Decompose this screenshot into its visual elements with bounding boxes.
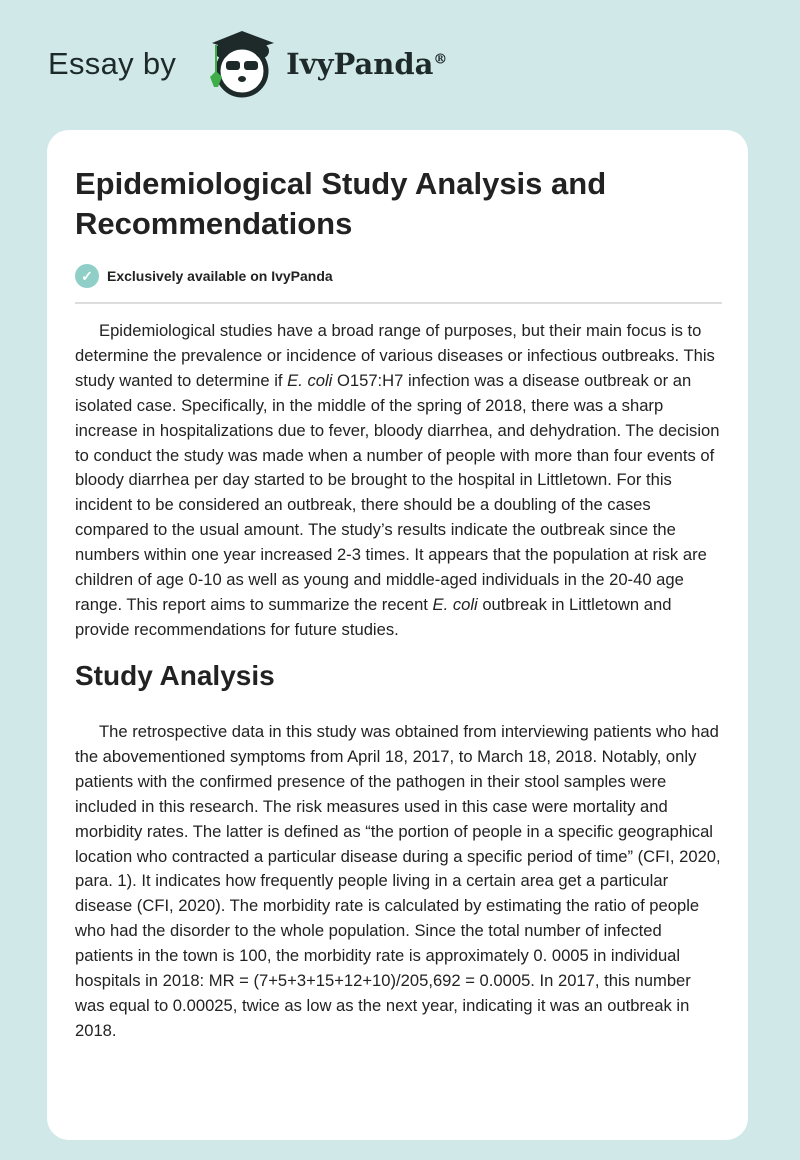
ivypanda-logo-icon[interactable] [198,29,282,99]
page-title: Epidemiological Study Analysis and Recommendations [75,166,607,241]
site-header [48,34,447,94]
text: O157:H7 infection was a disease outbreak or an isolated case. Specifically, in the middle of the spring of 2018, there was a sharp increase in hospitalizations due to fever, bloody diarrhea, and dehydration. The decision to conduct the study was made when a number of people with more than four events of bloody diarrhea per day started to be brought to the hospital in Littletown. For this incident to be considered an outbreak, there should be a doubling of the cases compared to the usual amount. The study’s results indicate the outbreak since the numbers within one year increased 2-3 times. It appears that the population at risk are children of age 0-10 as well as young and middle-aged individuals in the 20-40 age range. This report aims to summarize the recent [75,370,720,614]
section-heading: Study Analysis [75,660,275,691]
article-card [47,130,748,1140]
check-icon: ✓ [75,264,99,288]
divider [75,302,722,304]
registered-mark: ® [433,51,448,68]
intro-paragraph [75,319,724,643]
exclusive-badge [75,264,333,288]
brand-name[interactable] [286,47,447,81]
text: outbreak in Littletown and provide recommendations for future studies. [75,594,672,639]
italic-text: E. coli [287,370,333,390]
badge-label: Exclusively available on IvyPanda [107,268,333,284]
italic-text: E. coli [432,594,478,614]
essay-by-label: Essay by [48,46,177,81]
text: Epidemiological studies have a broad range of purposes, but their main focus is to determine the prevalence or incidence of various diseases or infectious outbreaks. This study wanted to determine if [75,321,715,390]
brand-text: IvyPanda [286,47,434,81]
analysis-paragraph: The retrospective data in this study was obtained from interviewing patients who had the abovementioned symptoms from April 18, 2017, to March 18, 2018. Notably, only patients with the confirmed presence of the pathogen in their stool samples were included in this research. The risk measures used in this case were mortality and morbidity rates. The latter is defined as “the portion of people in a specific geographical location who contracted a particular disease during a specific period of time” (CFI, 2020, para. 1). It indicates how frequently people living in a certain area get a particular disease (CFI, 2020). The morbidity rate is calculated by estimating the ratio of people who had the disorder to the whole population. Since the total number of infected patients in the town is 100, the morbidity rate is approximately 0. 0005 in individual hospitals in 2018: MR = (7+5+3+15+12+10)/205,692 = 0.0005. In 2017, this number was equal to 0.00025, twice as low as the next year, indicating it was an outbreak in 2018. [75,722,721,1040]
